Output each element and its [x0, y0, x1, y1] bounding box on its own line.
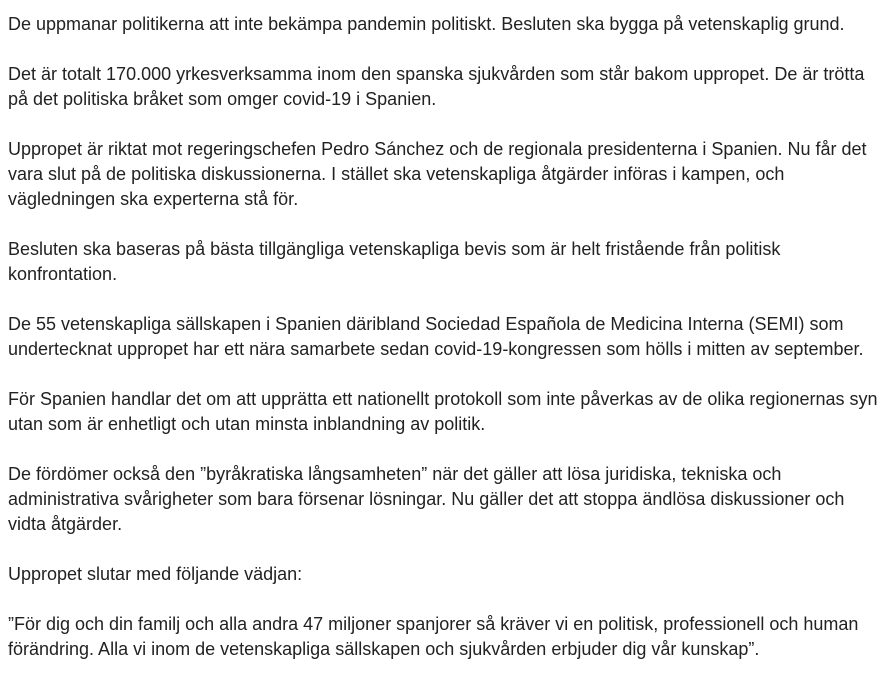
- article-paragraph: Uppropet slutar med följande vädjan:: [8, 564, 303, 584]
- article-paragraph: Det är totalt 170.000 yrkesverksamma inom den spanska sjukvården som står bakom uppropet. De är trötta på det politiska bråket som omger covid-19 i Spanien.: [8, 64, 865, 109]
- article-paragraph: De 55 vetenskapliga sällskapen i Spanien däribland Sociedad Española de Medicina Interna (SEMI) som undertecknat uppropet har ett nära samarbete sedan covid-19-kongressen som hölls i mitten av september.: [8, 314, 864, 359]
- article-paragraph: De fördömer också den ”byråkratiska långsamheten” när det gäller att lösa juridiska, tekniska och administrativa svårigheter som bara försenar lösningar. Nu gäller det att stoppa ändlösa diskussioner och vidta åtgärder.: [8, 464, 845, 534]
- article-paragraph: Uppropet är riktat mot regeringschefen Pedro Sánchez och de regionala presidenterna i Spanien. Nu får det vara slut på de politiska diskussionerna. I stället ska vetenskapliga åtgärder införas i kampen, och vägledningen ska experterna stå för.: [8, 139, 867, 209]
- article-quote: ”För dig och din familj och alla andra 47 miljoner spanjorer så kräver vi en politisk, professionell och human förändring. Alla vi inom de vetenskapliga sällskapen och sjukvården erbjuder dig vår kunskap”.: [8, 614, 859, 659]
- article-paragraph: För Spanien handlar det om att upprätta ett nationellt protokoll som inte påverkas av de olika regionernas syn utan som är enhetligt och utan minsta inblandning av politik.: [8, 389, 878, 434]
- article-paragraph: Besluten ska baseras på bästa tillgängliga vetenskapliga bevis som är helt fristående från politisk konfrontation.: [8, 239, 781, 284]
- article-paragraph: De uppmanar politikerna att inte bekämpa pandemin politiskt. Besluten ska bygga på vetenskaplig grund.: [8, 14, 845, 34]
